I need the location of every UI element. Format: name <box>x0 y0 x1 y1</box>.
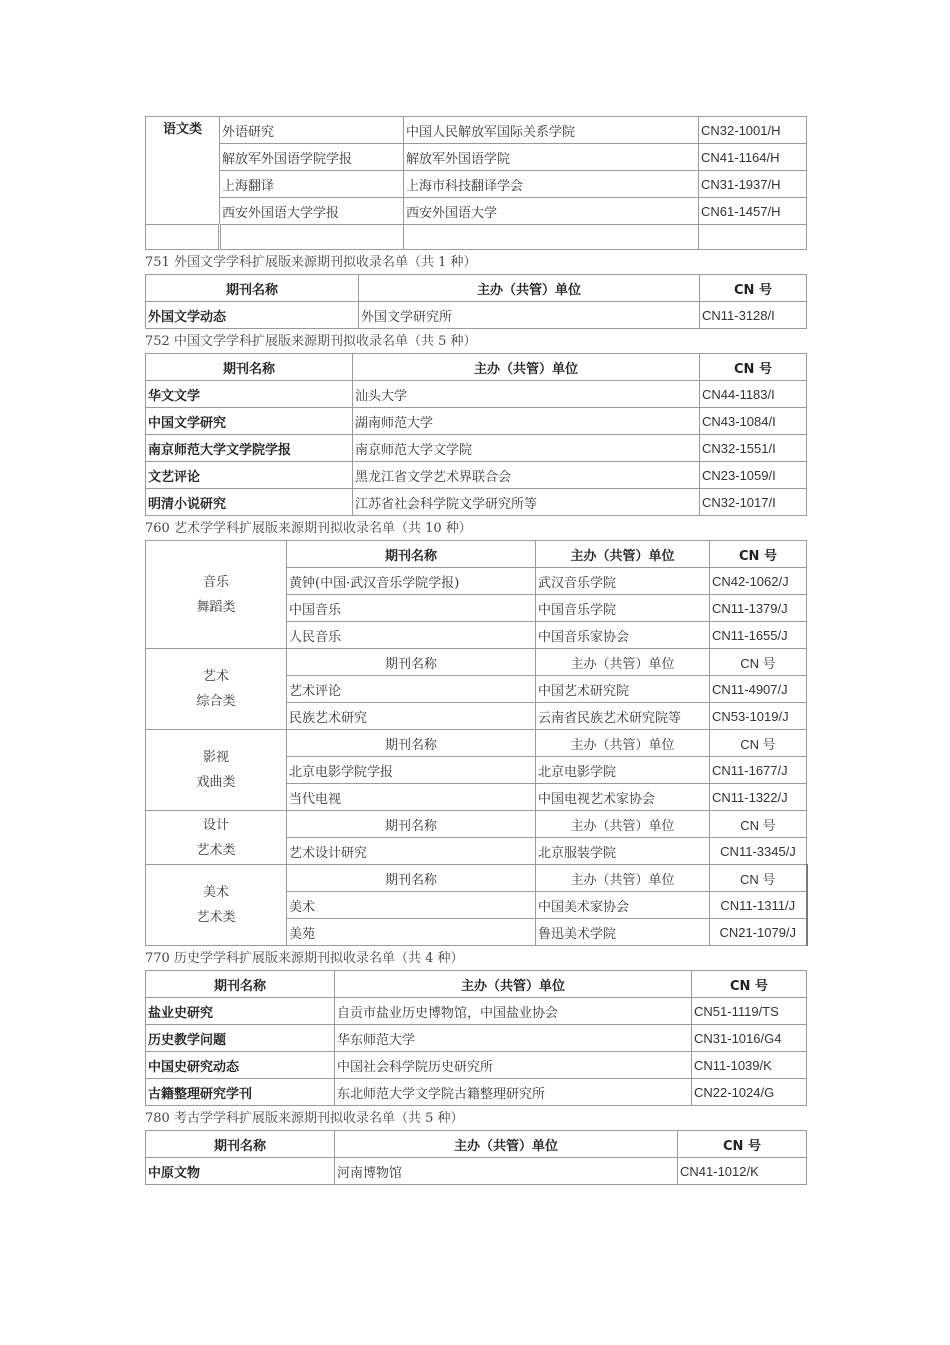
journal-cn: CN43-1084/I <box>700 408 807 435</box>
header-name: 期刊名称 <box>146 971 335 998</box>
journal-org: 东北师范大学文学院古籍整理研究所 <box>335 1079 692 1106</box>
journal-org: 南京师范大学文学院 <box>353 435 700 462</box>
table-header <box>146 354 807 381</box>
journal-cn: CN11-1655/J <box>710 622 807 649</box>
journal-org: 外国文学研究所 <box>359 302 700 329</box>
document-page <box>145 116 806 1185</box>
journal-org: 武汉音乐学院 <box>536 568 710 595</box>
table-header <box>146 275 807 302</box>
journal-cn: CN31-1937/H <box>699 171 807 198</box>
journal-org: 自贡市盐业历史博物馆，中国盐业协会 <box>335 998 692 1025</box>
journal-name: 中原文物 <box>146 1158 335 1185</box>
journal-cn: CN11-1322/J <box>710 784 807 811</box>
subheader-cn: CN 号 <box>710 649 807 676</box>
journal-name: 历史教学问题 <box>146 1025 335 1052</box>
journal-org: 湖南师范大学 <box>353 408 700 435</box>
journal-org: 中国电视艺术家协会 <box>536 784 710 811</box>
journal-name: 盐业史研究 <box>146 998 335 1025</box>
category-line-2: 戏曲类 <box>196 775 236 790</box>
journal-cn: CN32-1001/H <box>699 117 807 144</box>
journal-org: 黑龙江省文学艺术界联合会 <box>353 462 700 489</box>
table-row <box>146 171 807 198</box>
journal-name: 外语研究 <box>220 117 404 144</box>
category-cell <box>146 541 287 649</box>
journal-cn: CN31-1016/G4 <box>692 1025 807 1052</box>
category-line-1: 影视 <box>202 750 229 765</box>
journal-cn: CN22-1024/G <box>692 1079 807 1106</box>
subheader-org: 主办（共管）单位 <box>536 865 710 892</box>
category-line-1: 艺术 <box>202 669 229 684</box>
table-row <box>146 117 807 144</box>
table-subheader <box>146 811 807 838</box>
journal-org: 汕头大学 <box>353 381 700 408</box>
category-cell <box>146 649 287 730</box>
header-name: 期刊名称 <box>146 275 359 302</box>
journal-org: 云南省民族艺术研究院等 <box>536 703 710 730</box>
journal-name: 民族艺术研究 <box>287 703 536 730</box>
journal-name: 古籍整理研究学刊 <box>146 1079 335 1106</box>
section-caption-780: 780 考古学学科扩展版来源期刊拟收录名单（共 5 种） <box>145 1111 464 1126</box>
journal-name: 中国文学研究 <box>146 408 353 435</box>
category-line-2: 艺术类 <box>196 910 236 925</box>
subheader-name: 期刊名称 <box>287 649 536 676</box>
journal-cn: CN21-1079/J <box>710 919 807 946</box>
header-cn: CN 号 <box>710 541 807 568</box>
category-cell <box>146 865 287 946</box>
journal-name: 明清小说研究 <box>146 489 353 516</box>
journal-cn: CN51-1119/TS <box>692 998 807 1025</box>
section-caption-760: 760 艺术学学科扩展版来源期刊拟收录名单（共 10 种） <box>145 521 472 536</box>
journal-name: 上海翻译 <box>220 171 404 198</box>
table-header <box>146 1131 807 1158</box>
journal-cn: CN61-1457/H <box>699 198 807 225</box>
table-row <box>146 1052 807 1079</box>
journal-org: 中国美术家协会 <box>536 892 710 919</box>
table-header <box>146 541 807 568</box>
journal-name: 黄钟(中国·武汉音乐学院学报) <box>287 568 536 595</box>
journal-name: 人民音乐 <box>287 622 536 649</box>
subheader-name: 期刊名称 <box>287 730 536 757</box>
subheader-org: 主办（共管）单位 <box>536 811 710 838</box>
table-row <box>146 1079 807 1106</box>
table-yuwen <box>145 116 807 250</box>
header-cn: CN 号 <box>692 971 807 998</box>
table-row <box>146 198 807 225</box>
table-770 <box>145 970 807 1106</box>
journal-name: 中国史研究动态 <box>146 1052 335 1079</box>
table-subheader <box>146 649 807 676</box>
journal-org: 北京服装学院 <box>536 838 710 865</box>
subheader-name: 期刊名称 <box>287 865 536 892</box>
table-header <box>146 971 807 998</box>
journal-name: 艺术评论 <box>287 676 536 703</box>
table-760 <box>145 540 808 946</box>
category-line-1: 音乐 <box>202 574 229 590</box>
journal-cn: CN11-4907/J <box>710 676 807 703</box>
journal-cn: CN44-1183/I <box>700 381 807 408</box>
header-cn: CN 号 <box>678 1131 807 1158</box>
category-line-2: 综合类 <box>196 694 236 709</box>
journal-name: 文艺评论 <box>146 462 353 489</box>
journal-name: 解放军外国语学院学报 <box>220 144 404 171</box>
journal-org: 西安外国语大学 <box>404 198 699 225</box>
journal-name: 南京师范大学文学院学报 <box>146 435 353 462</box>
journal-cn: CN41-1164/H <box>699 144 807 171</box>
journal-cn: CN11-3345/J <box>710 838 807 865</box>
journal-name: 当代电视 <box>287 784 536 811</box>
journal-org: 中国人民解放军国际关系学院 <box>404 117 699 144</box>
header-cn: CN 号 <box>700 275 807 302</box>
journal-org: 河南博物馆 <box>335 1158 678 1185</box>
category-cell <box>146 811 287 865</box>
header-org: 主办（共管）单位 <box>359 275 700 302</box>
journal-org: 中国音乐学院 <box>536 595 710 622</box>
header-org: 主办（共管）单位 <box>536 541 710 568</box>
journal-org: 中国音乐家协会 <box>536 622 710 649</box>
journal-org: 上海市科技翻译学会 <box>404 171 699 198</box>
table-row <box>146 1025 807 1052</box>
header-name: 期刊名称 <box>146 354 353 381</box>
subheader-org: 主办（共管）单位 <box>536 730 710 757</box>
category-line-1: 美术 <box>202 885 229 900</box>
journal-org: 鲁迅美术学院 <box>536 919 710 946</box>
subheader-cn: CN 号 <box>710 811 807 838</box>
journal-cn: CN11-1677/J <box>710 757 807 784</box>
header-name: 期刊名称 <box>287 541 536 568</box>
journal-cn: CN32-1551/I <box>700 435 807 462</box>
table-row <box>146 998 807 1025</box>
journal-cn: CN11-1039/K <box>692 1052 807 1079</box>
journal-cn: CN11-1379/J <box>710 595 807 622</box>
table-row <box>146 144 807 171</box>
journal-org: 中国艺术研究院 <box>536 676 710 703</box>
category-line-2: 艺术类 <box>196 842 236 858</box>
journal-org: 解放军外国语学院 <box>404 144 699 171</box>
table-row <box>146 408 807 435</box>
table-row <box>146 1158 807 1185</box>
table-751 <box>145 274 807 329</box>
table-row <box>146 462 807 489</box>
section-caption-751: 751 外国文学学科扩展版来源期刊拟收录名单（共 1 种） <box>145 255 477 270</box>
header-name: 期刊名称 <box>146 1131 335 1158</box>
journal-cn: CN32-1017/I <box>700 489 807 516</box>
journal-name: 北京电影学院学报 <box>287 757 536 784</box>
journal-name: 中国音乐 <box>287 595 536 622</box>
journal-org: 华东师范大学 <box>335 1025 692 1052</box>
journal-cn: CN23-1059/I <box>700 462 807 489</box>
journal-cn: CN41-1012/K <box>678 1158 807 1185</box>
journal-cn: CN53-1019/J <box>710 703 807 730</box>
category-line-1: 设计 <box>202 817 229 833</box>
table-752 <box>145 353 807 516</box>
header-org: 主办（共管）单位 <box>335 971 692 998</box>
header-org: 主办（共管）单位 <box>353 354 700 381</box>
header-cn: CN 号 <box>700 354 807 381</box>
table-row <box>146 489 807 516</box>
journal-org: 江苏省社会科学院文学研究所等 <box>353 489 700 516</box>
category-line-2: 舞蹈类 <box>196 599 236 615</box>
journal-cn: CN11-3128/I <box>700 302 807 329</box>
table-780 <box>145 1130 807 1185</box>
section-caption-752: 752 中国文学学科扩展版来源期刊拟收录名单（共 5 种） <box>145 334 477 349</box>
table-row <box>146 302 807 329</box>
journal-org: 中国社会科学院历史研究所 <box>335 1052 692 1079</box>
journal-name: 西安外国语大学学报 <box>220 198 404 225</box>
subheader-cn: CN 号 <box>710 865 807 892</box>
journal-cn: CN42-1062/J <box>710 568 807 595</box>
table-subheader <box>146 865 807 892</box>
table-subheader <box>146 730 807 757</box>
journal-name: 美术 <box>287 892 536 919</box>
journal-cn: CN11-1311/J <box>710 892 807 919</box>
journal-name: 艺术设计研究 <box>287 838 536 865</box>
empty-row <box>146 225 807 250</box>
journal-name: 美苑 <box>287 919 536 946</box>
category-cell <box>146 730 287 811</box>
journal-name: 外国文学动态 <box>146 302 359 329</box>
header-org: 主办（共管）单位 <box>335 1131 678 1158</box>
table-row <box>146 435 807 462</box>
section-caption-770: 770 历史学学科扩展版来源期刊拟收录名单（共 4 种） <box>145 951 464 966</box>
table-row <box>146 381 807 408</box>
category-cell: 语文类 <box>146 117 220 225</box>
journal-org: 北京电影学院 <box>536 757 710 784</box>
subheader-org: 主办（共管）单位 <box>536 649 710 676</box>
subheader-cn: CN 号 <box>710 730 807 757</box>
journal-name: 华文文学 <box>146 381 353 408</box>
subheader-name: 期刊名称 <box>287 811 536 838</box>
